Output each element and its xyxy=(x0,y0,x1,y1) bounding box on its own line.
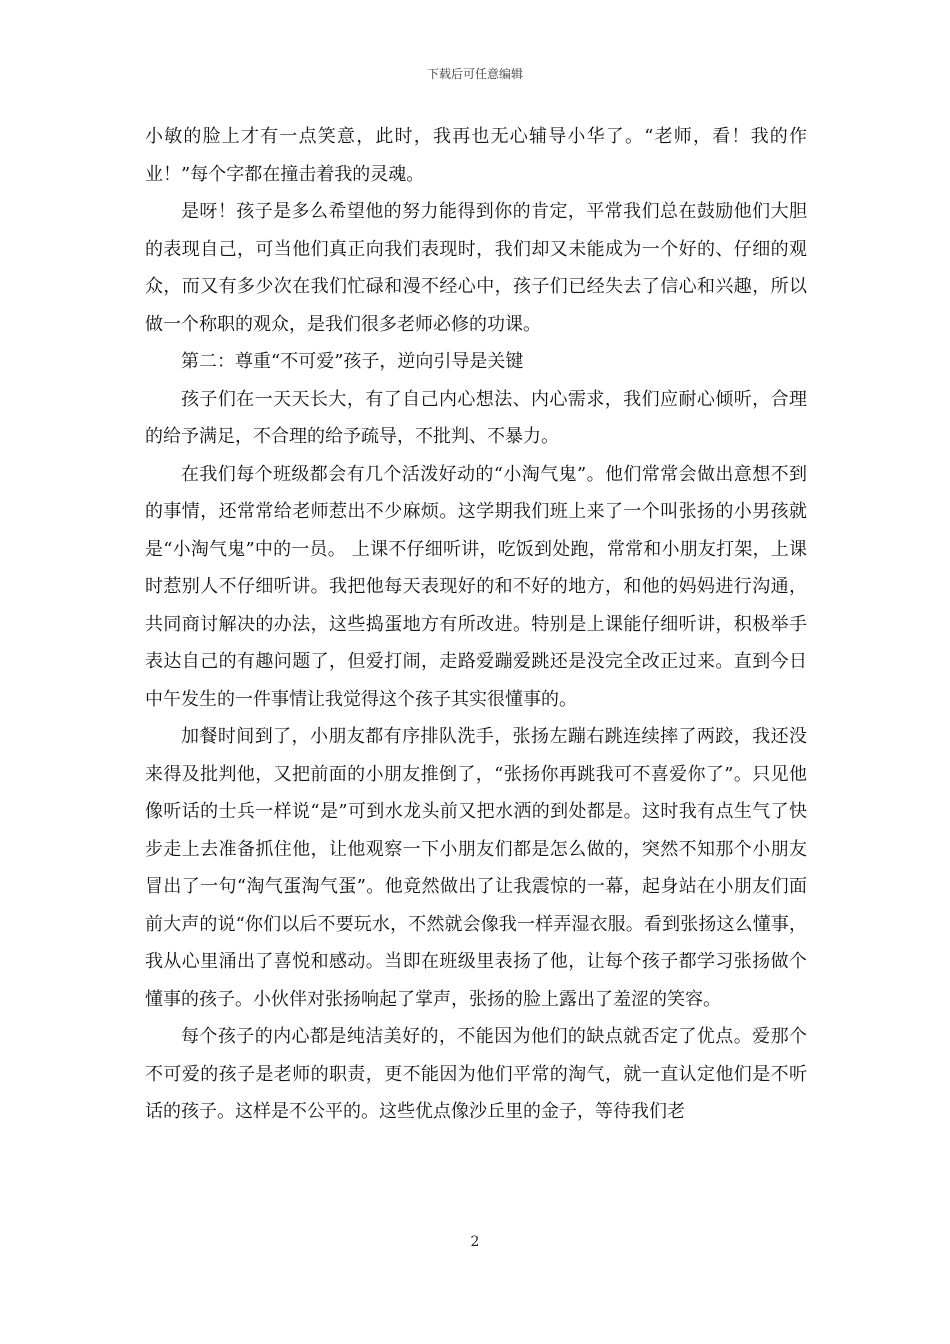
paragraph-4: 在我们每个班级都会有几个活泼好动的“小淘气鬼”。他们常常会做出意想不到的事情，还常常给老师惹出不少麻烦。这学期我们班上来了一个叫张扬的小男孩就是“小淘气鬼”中的一员。 上课不仔细听讲，吃饭到处跑，常常和小朋友打架，上课时惹别人不仔细听讲。我把他每天表现好的和不好的地方，和他的妈妈进行沟通，共同商讨解决的办法，这些捣蛋地方有所改进。特别是上课能仔细听讲，积极举手表达自己的有趣问题了，但爱打闹，走路爱蹦爱跳还是没完全改正过来。直到今日中午发生的一件事情让我觉得这个孩子其实很懂事的。 xyxy=(145,463,807,710)
page-header: 下载后可任意编辑 xyxy=(426,67,523,81)
paragraph-1: 小敏的脸上才有一点笑意，此时，我再也无心辅导小华了。“老师，看！我的作业！”每个字都在撞击着我的灵魂。 xyxy=(145,126,807,185)
page-number: 2 xyxy=(470,1234,480,1250)
paragraph-3: 孩子们在一天天长大，有了自己内心想法、内心需求，我们应耐心倾听，合理的给予满足，不合理的给予疏导，不批判、不暴力。 xyxy=(145,388,807,447)
paragraph-2: 是呀！孩子是多么希望他的努力能得到你的肯定，平常我们总在鼓励他们大胆的表现自己，可当他们真正向我们表现时，我们却又未能成为一个好的、仔细的观众，而又有多少次在我们忙碌和漫不经心中，孩子们已经失去了信心和兴趣，所以做一个称职的观众，是我们很多老师必修的功课。 xyxy=(145,201,807,335)
document-body xyxy=(145,118,807,1131)
paragraph-5: 加餐时间到了，小朋友都有序排队洗手，张扬左蹦右跳连续摔了两跤，我还没来得及批判他，又把前面的小朋友推倒了，“张扬你再跳我可不喜爱你了”。只见他像听话的士兵一样说“是”可到水龙头前又把水洒的到处都是。这时我有点生气了快步走上去准备抓住他，让他观察一下小朋友们都是怎么做的，突然不知那个小朋友冒出了一句“淘气蛋淘气蛋”。他竟然做出了让我震惊的一幕，起身站在小朋友们面前大声的说“你们以后不要玩水，不然就会像我一样弄湿衣服。看到张扬这么懂事，我从心里涌出了喜悦和感动。当即在班级里表扬了他，让每个孩子都学习张扬做个懂事的孩子。小伙伴对张扬响起了掌声，张扬的脸上露出了羞涩的笑容。 xyxy=(145,726,807,1010)
paragraph-6: 每个孩子的内心都是纯洁美好的，不能因为他们的缺点就否定了优点。爱那个不可爱的孩子是老师的职责，更不能因为他们平常的淘气，就一直认定他们是不听话的孩子。这样是不公平的。这些优点像沙丘里的金子，等待我们老 xyxy=(145,1026,807,1122)
section-heading: 第二：尊重“不可爱”孩子，逆向引导是关键 xyxy=(181,351,524,372)
